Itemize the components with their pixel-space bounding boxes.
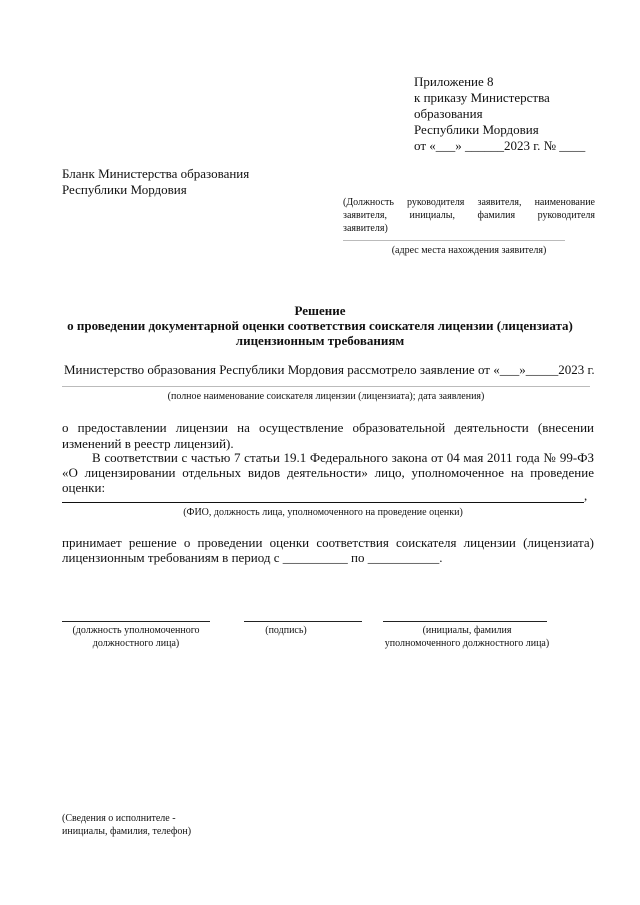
para2-line-3: оценки: xyxy=(62,480,106,495)
letterhead-line-2: Республики Мордовия xyxy=(62,182,187,197)
person-line-comma: , xyxy=(584,488,588,503)
address-caption: (адрес места нахождения заявителя) xyxy=(391,245,547,256)
signature-caption: (подпись) xyxy=(265,625,307,636)
appendix-line-4: Республики Мордовия xyxy=(414,122,539,137)
para1-line-2: изменений в реестр лицензий). xyxy=(62,436,234,451)
addressee-line-3: заявителя) xyxy=(343,223,388,234)
letterhead-line-1: Бланк Министерства образования xyxy=(62,166,250,181)
appendix-line-2: к приказу Министерства xyxy=(414,90,550,105)
para2-line-1: В соответствии с частью 7 статьи 19.1 Федерального закона от 04 мая 2011 года № 99-ФЗ xyxy=(92,450,594,465)
appendix-line-1: Приложение 8 xyxy=(414,74,494,89)
para1-line-1: о предоставлении лицензии на осуществление образовательной деятельности (внесении xyxy=(62,420,594,435)
name-signature-line xyxy=(383,621,547,622)
appendix-line-3: образования xyxy=(414,106,483,121)
name-caption-line-2: уполномоченного должностного лица) xyxy=(384,638,550,649)
person-caption: (ФИО, должность лица, уполномоченного на проведение оценки) xyxy=(183,507,463,518)
executor-line-2: инициалы, фамилия, телефон) xyxy=(62,826,192,837)
title-line-3: лицензионным требованиям xyxy=(235,333,405,348)
appendix-line-5: от «___» ______2023 г. № ____ xyxy=(414,138,586,153)
para2-line-2: «О лицензировании отдельных видов деятельности» лицо, уполномоченное на проведение xyxy=(62,465,594,480)
addressee-line-1: (Должность руководителя заявителя, наименование xyxy=(343,197,595,208)
addressee-line-2: заявителя, инициалы, фамилия руководителя xyxy=(343,210,595,221)
para3-line-1: принимает решение о проведении оценки соответствия соискателя лицензии (лицензиата) xyxy=(62,535,594,550)
signature-line xyxy=(244,621,362,622)
executor-line-1: (Сведения о исполнителе - xyxy=(62,813,176,824)
title-line-1: Решение xyxy=(294,303,346,318)
intro-text: Министерство образования Республики Мордовия рассмотрело заявление от «___»_____2023 г. xyxy=(64,362,595,377)
title-line-2: о проведении документарной оценки соответствия соискателя лицензии (лицензиата) xyxy=(67,318,573,333)
position-caption-line-2: должностного лица) xyxy=(92,638,180,649)
position-caption-line-1: (должность уполномоченного xyxy=(72,625,200,636)
name-caption-line-1: (инициалы, фамилия xyxy=(422,625,512,636)
position-signature-line xyxy=(62,621,210,622)
person-line xyxy=(62,502,584,503)
applicant-line xyxy=(62,386,590,387)
applicant-caption: (полное наименование соискателя лицензии (лицензиата); дата заявления) xyxy=(167,391,485,402)
para3-line-2: лицензионным требованиям в период с __________ по ___________. xyxy=(62,550,443,565)
address-line xyxy=(343,240,565,241)
